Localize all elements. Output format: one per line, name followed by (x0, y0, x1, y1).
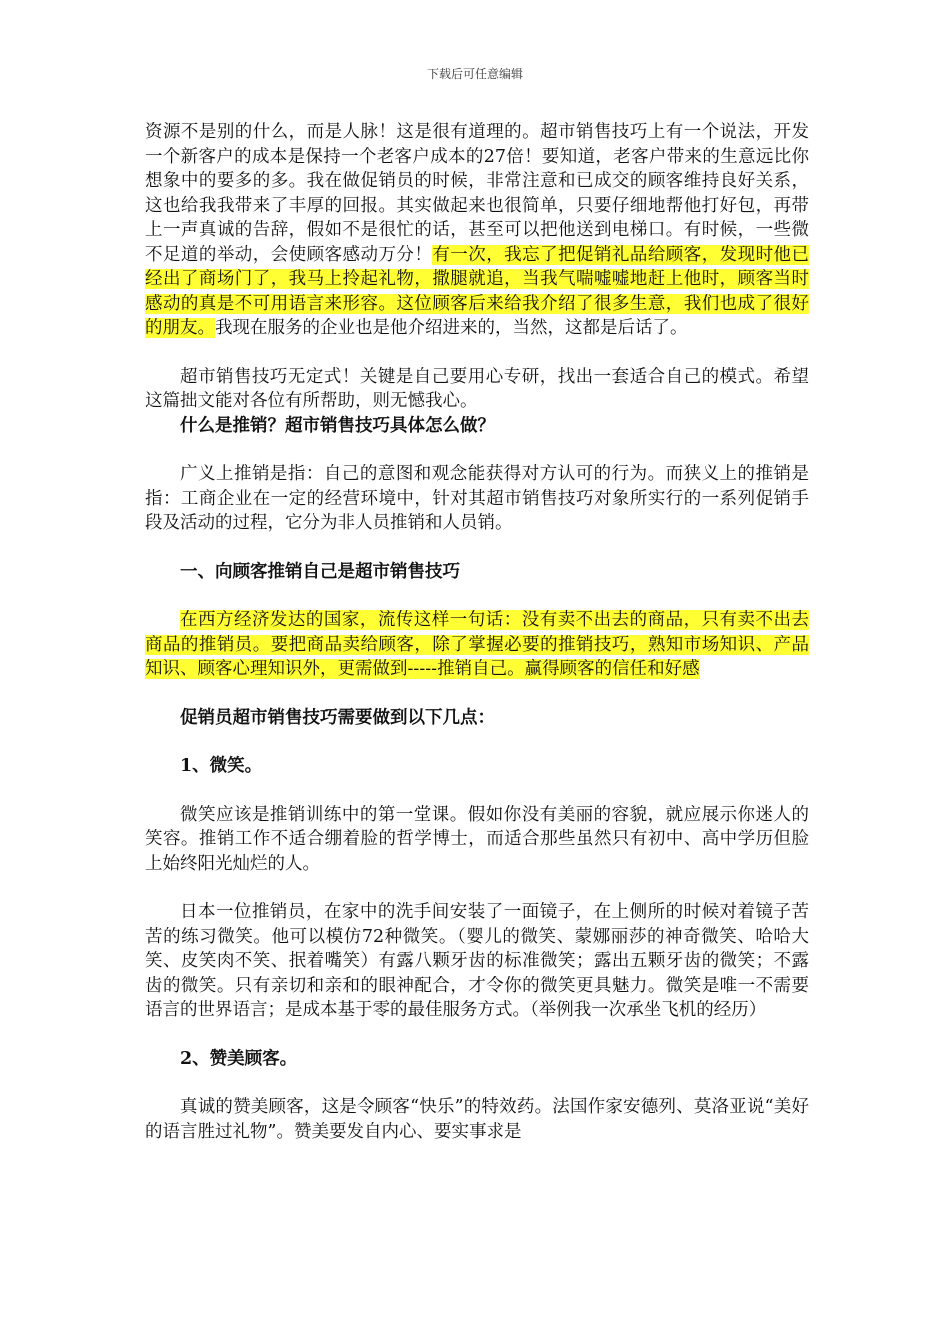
paragraph-customer-story (145, 120, 809, 341)
heading-what-is-selling: 什么是推销？超市销售技巧具体怎么做？ (180, 415, 495, 436)
heading-points: 促销员超市销售技巧需要做到以下几点： (180, 707, 495, 728)
spacer (145, 1071, 809, 1095)
paragraph-conclusion: 超市销售技巧无定式！关键是自己要用心专研，找出一套适合自己的模式。希望这篇拙文能对各位有所帮助，则无憾我心。 (145, 366, 809, 411)
page-header: 下载后可任意编辑 (426, 67, 523, 81)
spacer (145, 876, 809, 900)
highlighted-text: 有一次，我忘了把促销礼品给顾客，发现时他已经出了商场门了，我马上拎起礼物，撒腿就追，当我气喘嘘嘘地赶上他时，顾客当时感动的真是不可用语言来形容。这位顾客后来给我介绍了很多生意，我们也成了很好的朋友。 (145, 244, 810, 338)
spacer (145, 682, 809, 706)
paragraph-smile: 微笑应该是推销训练中的第一堂课。假如你没有美丽的容貌，就应展示你迷人的笑容。推销工作不适合绷着脸的哲学博士，而适合那些虽然只有初中、高中学历但脸上始终阳光灿烂的人。 (145, 804, 809, 874)
spacer (145, 536, 809, 560)
document-body (145, 120, 809, 1144)
paragraph-definition: 广义上推销是指：自己的意图和观念能获得对方认可的行为。而狭义上的推销是指：工商企业在一定的经营环境中，针对其超市销售技巧对象所实行的一系列促销手段及活动的过程，它分为非人员推销和人员销。 (145, 464, 809, 533)
spacer (145, 1023, 809, 1047)
paragraph-japan-salesman: 日本一位推销员，在家中的洗手间安装了一面镜子，在上侧所的时候对着镜子苦苦的练习微笑。他可以模仿72种微笑。（婴儿的微笑、蒙娜丽莎的神奇微笑、哈哈大笑、皮笑肉不笑、抿着嘴笑）有露八颗牙齿的标准微笑；露出五颗牙齿的微笑；不露齿的微笑。只有亲切和亲和的眼神配合，才令你的微笑更具魅力。微笑是唯一不需要语言的世界语言；是成本基于零的最佳服务方式。（举例我一次承坐飞机的经历） (145, 902, 809, 1020)
paragraph-text: 资源不是别的什么，而是人脉！这是很有道理的。超市销售技巧上有一个说法，开发一个新客户的成本是保持一个老客户成本的27倍！要知道，老客户带来的生意远比你想象中的要多的多。我在做促销员的时候，非常注意和已成交的顾客维持良好关系，这也给我我带来了丰厚的回报。其实做起来也很简单，只要仔细地帮他打好包，再带上一声真诚的告辞，假如不是很忙的话，甚至可以把他送到电梯口。有时候，一些微不足道的举动，会使顾客感动万分！ (145, 122, 809, 265)
heading-smile: 1、微笑。 (180, 756, 263, 776)
spacer (145, 730, 809, 754)
paragraph-western-saying (145, 608, 809, 682)
heading-sell-yourself: 一、向顾客推销自己是超市销售技巧 (180, 561, 460, 582)
spacer (145, 584, 809, 608)
heading-praise: 2、赞美顾客。 (180, 1048, 298, 1069)
paragraph-text: 我现在服务的企业也是他介绍进来的，当然，这都是后话了。 (215, 318, 688, 338)
highlighted-text: 在西方经济发达的国家，流传这样一句话：没有卖不出去的商品，只有卖不出去商品的推销员。要把商品卖给顾客，除了掌握必要的推销技巧，熟知市场知识、产品知识、顾客心理知识外，更需做到-----推销自己。赢得顾客的信任和好感 (145, 610, 809, 679)
spacer (145, 779, 809, 803)
paragraph-praise: 真诚的赞美顾客，这是令顾客“快乐”的特效药。法国作家安德列、莫洛亚说“美好的语言胜过礼物”。赞美要发自内心、要实事求是 (145, 1097, 809, 1142)
spacer (145, 438, 809, 462)
spacer (145, 341, 809, 365)
